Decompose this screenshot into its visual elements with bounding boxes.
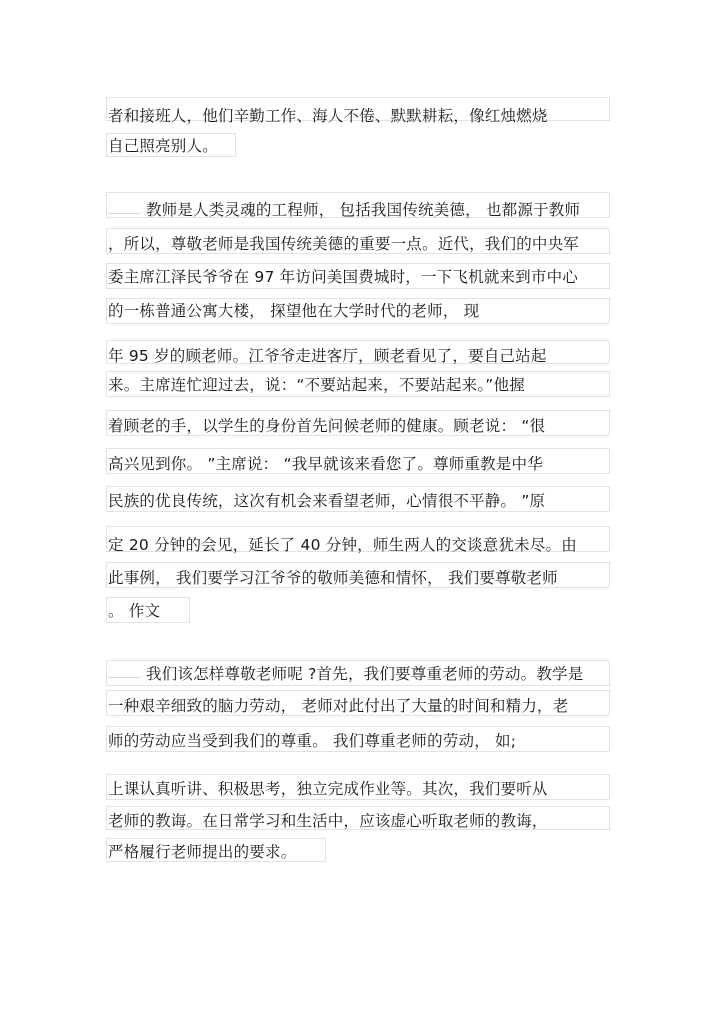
paragraph-line: 自己照亮别人。 <box>108 137 218 155</box>
paragraph-first-line <box>108 198 580 222</box>
paragraph-line: 委主席江泽民爷爷在 97 年访问美国费城时，一下飞机就来到市中心 <box>108 268 578 286</box>
paragraph-line: 严格履行老师提出的要求。 <box>108 843 297 861</box>
paragraph-line: 此事例， 我们要学习江爷爷的敬师美德和情怀， 我们要尊敬老师 <box>108 569 558 587</box>
paragraph-line: 高兴见到你。 ”主席说： “我早就该来看您了。尊师重教是中华 <box>108 455 543 473</box>
paragraph-line-text: 我们该怎样尊敬老师呢 ?首先，我们要尊重老师的劳动。教学是 <box>146 665 584 683</box>
paragraph-line: 的一栋普通公寓大楼， 探望他在大学时代的老师， 现 <box>108 302 480 320</box>
paragraph-line: 民族的优良传统，这次有机会来看望老师，心情很不平静。 ”原 <box>108 492 546 510</box>
indent-mark <box>108 677 140 678</box>
indent-mark <box>108 213 140 214</box>
paragraph-line: 上课认真听讲、积极思考，独立完成作业等。其次，我们要听从 <box>108 780 548 798</box>
paragraph-first-line <box>108 662 583 686</box>
paragraph-line: 者和接班人，他们辛勤工作、海人不倦、默默耕耘，像红烛燃烧 <box>108 107 548 125</box>
paragraph-line: 。 作文 <box>108 602 161 620</box>
paragraph-line: 来。主席连忙迎过去，说：“不要站起来，不要站起来。”他握 <box>108 376 525 394</box>
paragraph-line: 着顾老的手，以学生的身份首先问候老师的健康。顾老说： “很 <box>108 417 546 435</box>
paragraph-line: 师的劳动应当受到我们的尊重。 我们尊重老师的劳动， 如; <box>108 732 517 750</box>
paragraph-line: ，所以，尊敬老师是我国传统美德的重要一点。近代，我们的中央军 <box>108 235 580 253</box>
paragraph-line: 年 95 岁的顾老师。江爷爷走进客厅，顾老看见了，要自己站起 <box>108 347 547 365</box>
paragraph-line: 老师的教诲。在日常学习和生活中，应该虚心听取老师的教诲， <box>108 812 548 830</box>
paragraph-line: 定 20 分钟的会见，延长了 40 分钟，师生两人的交谈意犹未尽。由 <box>108 536 577 554</box>
paragraph-line: 一种艰辛细致的脑力劳动， 老师对此付出了大量的时间和精力，老 <box>108 697 569 715</box>
paragraph-line-text: 教师是人类灵魂的工程师， 包括我国传统美德， 也都源于教师 <box>146 201 581 219</box>
